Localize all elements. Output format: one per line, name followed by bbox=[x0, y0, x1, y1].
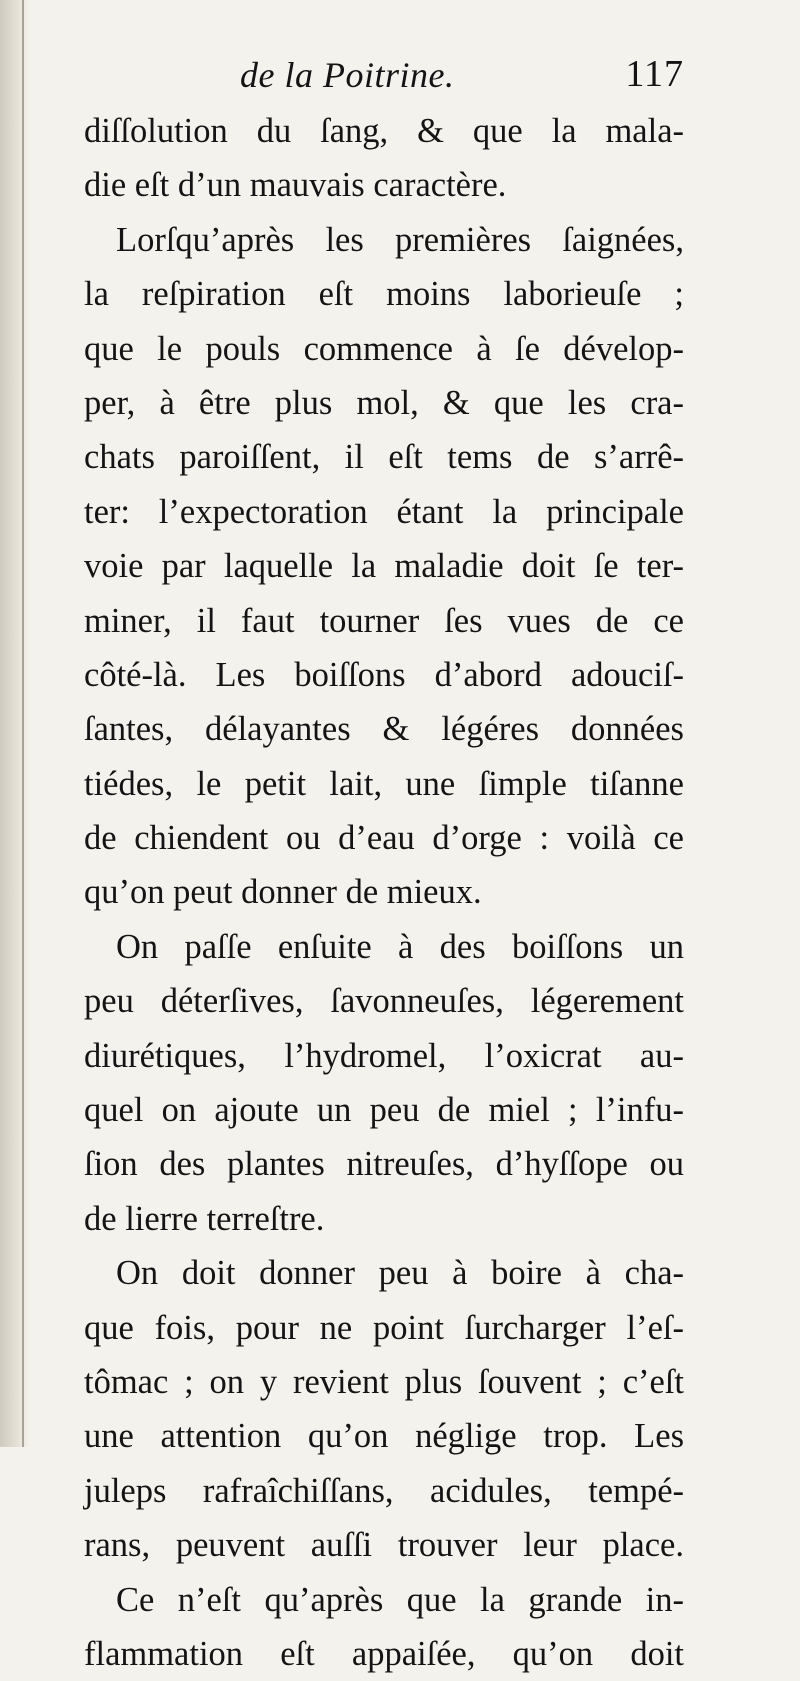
body-text bbox=[84, 104, 684, 1681]
text-line: voie par laquelle la maladie doit ſe ter- bbox=[84, 547, 684, 586]
page-number: 117 bbox=[625, 53, 684, 95]
page-header bbox=[84, 52, 684, 104]
text-line: ſion des plantes nitreuſes, d’hyſſope ou bbox=[84, 1145, 684, 1184]
text-line: Lorſqu’après les premières ſaignées, bbox=[116, 220, 684, 259]
text-line: ter: l’expectoration étant la principale bbox=[84, 492, 684, 531]
text-line: peu déterſives, ſavonneuſes, légerement bbox=[84, 982, 684, 1021]
running-title: de la Poitrine. bbox=[240, 55, 455, 95]
text-line: tômac ; on y revient plus ſouvent ; c’eſt bbox=[84, 1362, 684, 1401]
text-line: la reſpiration eſt moins laborieuſe ; bbox=[84, 275, 684, 314]
text-line: On paſſe enſuite à des boiſſons un bbox=[116, 927, 684, 966]
text-line: juleps rafraîchiſſans, acidules, tempé- bbox=[84, 1471, 684, 1510]
text-line: quel on ajoute un peu de miel ; l’infu- bbox=[84, 1091, 684, 1130]
text-line: ſantes, délayantes & légéres données bbox=[84, 710, 684, 749]
text-line: tiédes, le petit lait, une ſimple tiſanne bbox=[84, 764, 684, 803]
text-line: diſſolution du ſang, & que la mala- bbox=[84, 112, 684, 150]
text-line: per, à être plus mol, & que les cra- bbox=[84, 383, 684, 422]
binding-edge-line bbox=[22, 0, 24, 1447]
book-page bbox=[84, 52, 684, 1681]
text-line: rans, peuvent auſſi trouver leur place. bbox=[84, 1526, 684, 1565]
text-line: chats paroiſſent, il eſt tems de s’arrê- bbox=[84, 438, 684, 477]
text-line: miner, il faut tourner ſes vues de ce bbox=[84, 601, 684, 640]
text-line: de chiendent ou d’eau d’orge : voilà ce bbox=[84, 819, 684, 858]
text-line: die eſt d’un mauvais caractère. bbox=[84, 166, 507, 205]
text-line: Ce n’eſt qu’après que la grande in- bbox=[116, 1580, 684, 1619]
text-line: flammation eſt appaiſée, qu’on doit bbox=[84, 1634, 684, 1673]
text-line: côté-là. Les boiſſons d’abord adouciſ- bbox=[84, 655, 684, 694]
text-line: que fois, pour ne point ſurcharger l’eſ- bbox=[84, 1308, 684, 1347]
text-line: que le pouls commence à ſe dévelop- bbox=[84, 329, 684, 368]
text-line: qu’on peut donner de mieux. bbox=[84, 873, 482, 912]
page-gutter-shadow bbox=[0, 0, 30, 1447]
text-line: une attention qu’on néglige trop. Les bbox=[84, 1417, 684, 1456]
text-line: On doit donner peu à boire à cha- bbox=[116, 1254, 684, 1293]
text-line: de lierre terreſtre. bbox=[84, 1199, 325, 1238]
text-line: diurétiques, l’hydromel, l’oxicrat au- bbox=[84, 1036, 684, 1075]
